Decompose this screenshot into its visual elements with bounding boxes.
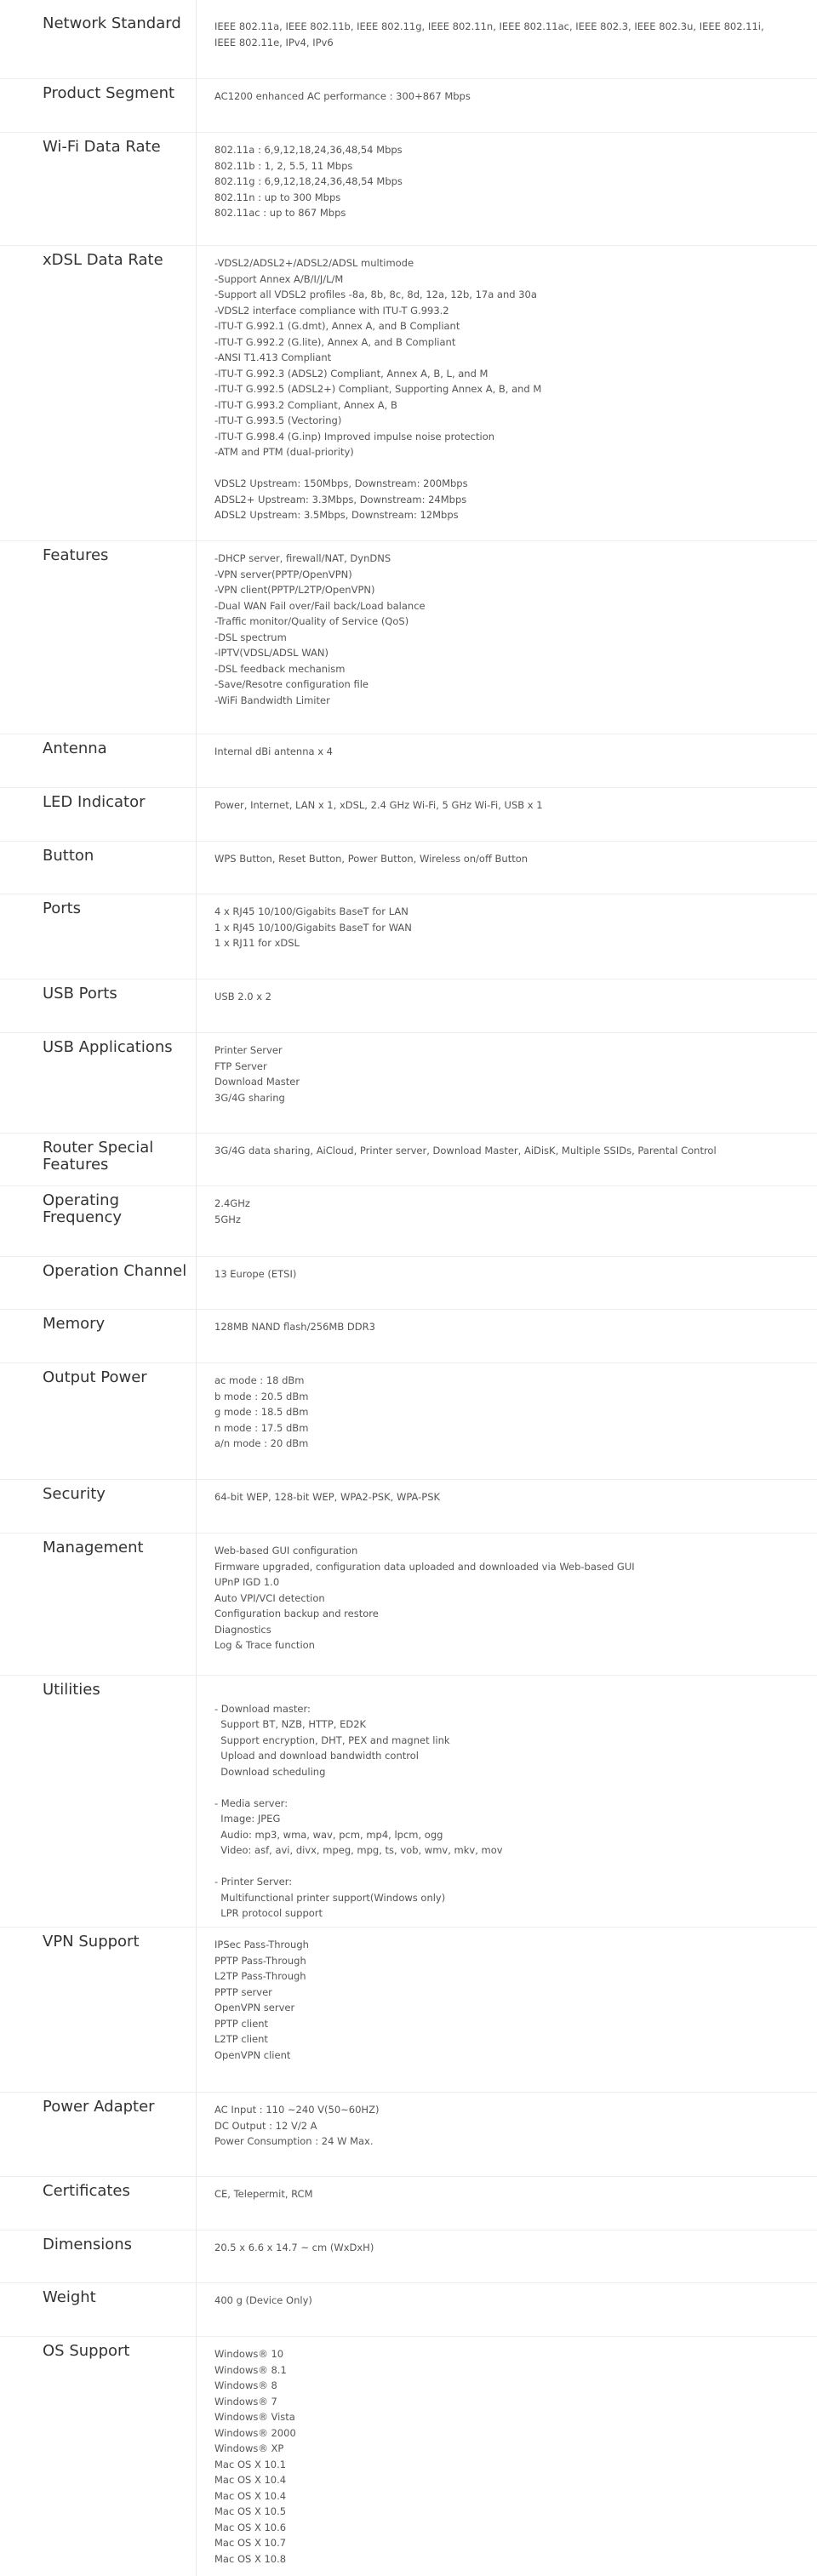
spec-value-line: UPnP IGD 1.0 xyxy=(214,1576,280,1588)
spec-label: Operation Channel xyxy=(43,1262,187,1280)
spec-value-line: -DSL feedback mechanism xyxy=(214,662,346,675)
spec-value-line: PPTP Pass-Through xyxy=(214,1954,306,1967)
spec-value-line: Support BT, NZB, HTTP, ED2K xyxy=(214,1718,367,1730)
spec-value-line: Audio: mp3, wma, wav, pcm, mp4, lpcm, ogg xyxy=(214,1828,443,1841)
spec-value-line: 4 x RJ45 10/100/Gigabits BaseT for LAN xyxy=(214,905,408,917)
spec-value xyxy=(214,797,776,814)
spec-value-line: Windows® 2000 xyxy=(214,2426,296,2439)
spec-value xyxy=(214,255,776,523)
spec-label: USB Ports xyxy=(43,985,117,1002)
spec-value-line: Auto VPI/VCI detection xyxy=(214,1591,325,1604)
spec-value-line: -DSL spectrum xyxy=(214,631,287,643)
spec-label: Memory xyxy=(43,1315,106,1333)
spec-value-line: Diagnostics xyxy=(214,1623,271,1636)
spec-label: Wi-Fi Data Rate xyxy=(43,138,161,156)
spec-value-line: 802.11ac : up to 867 Mbps xyxy=(214,207,346,219)
spec-value-line: IEEE 802.11a, IEEE 802.11b, IEEE 802.11g, IEEE 802.11n, IEEE 802.11ac, IEEE 802.3, IEEE 802.3u, IEEE 802.11i, IEEE 802.11e, IPv4, IPv6 xyxy=(214,20,764,49)
spec-value-line: Image: JPEG xyxy=(214,1813,281,1825)
spec-value-line: 2.4GHz xyxy=(214,1197,250,1209)
spec-value xyxy=(214,851,776,867)
spec-label: Router Special Features xyxy=(43,1139,154,1174)
spec-value-line: 3G/4G data sharing, AiCloud, Printer server, Download Master, AiDisK, Multiple SSIDs, Parental Control xyxy=(214,1145,717,1157)
spec-value-line: Printer Server xyxy=(214,1044,283,1056)
spec-value-line: Windows® Vista xyxy=(214,2411,295,2423)
spec-value xyxy=(214,1543,776,1654)
spec-value-line: Mac OS X 10.5 xyxy=(214,2505,287,2517)
spec-value-line: Windows® 8 xyxy=(214,2379,277,2391)
spec-value-line: PPTP client xyxy=(214,2017,269,2030)
spec-value-line xyxy=(214,1685,776,1701)
spec-value-line: Download scheduling xyxy=(214,1765,326,1778)
spec-value-line: -IPTV(VDSL/ADSL WAN) xyxy=(214,647,329,659)
spec-value xyxy=(214,1042,776,1105)
spec-value-line: -ITU-T G.993.5 (Vectoring) xyxy=(214,414,342,426)
spec-value-line: OpenVPN server xyxy=(214,2002,295,2013)
spec-value-line: FTP Server xyxy=(214,1060,267,1072)
spec-value-line: Mac OS X 10.4 xyxy=(214,2489,287,2502)
spec-label: Network Standard xyxy=(43,14,181,32)
spec-label: LED Indicator xyxy=(43,793,146,811)
spec-value-line: -Support Annex A/B/I/J/L/M xyxy=(214,272,344,285)
spec-value-line: AC1200 enhanced AC performance : 300+867 Mbps xyxy=(214,90,471,102)
spec-value xyxy=(214,2240,776,2256)
spec-value-line: g mode : 18.5 dBm xyxy=(214,1406,309,1418)
spec-value xyxy=(214,1266,776,1282)
spec-value-line: ac mode : 18 dBm xyxy=(214,1374,305,1386)
spec-value-line: Windows® XP xyxy=(214,2442,284,2454)
spec-value-line: -ITU-T G.992.1 (G.dmt), Annex A, and B Compliant xyxy=(214,320,460,332)
spec-label: Operating Frequency xyxy=(43,1191,122,1226)
spec-label: Utilities xyxy=(43,1681,100,1699)
spec-value-line: Log & Trace function xyxy=(214,1639,315,1651)
spec-value-line: 5GHz xyxy=(214,1213,241,1225)
spec-value xyxy=(214,1373,776,1452)
spec-value-line: 128MB NAND flash/256MB DDR3 xyxy=(214,1321,375,1333)
spec-value-line: L2TP client xyxy=(214,2033,268,2045)
spec-value-line xyxy=(214,460,776,477)
spec-value-line: Windows® 10 xyxy=(214,2348,284,2360)
spec-value-line: 802.11a : 6,9,12,18,24,36,48,54 Mbps xyxy=(214,144,403,156)
spec-value-line: AC Input : 110 ~240 V(50~60HZ) xyxy=(214,2104,380,2116)
spec-value-line: -ITU-T G.992.2 (G.lite), Annex A, and B Compliant xyxy=(214,335,456,348)
spec-label: Features xyxy=(43,546,109,564)
spec-value-line: CE, Telepermit, RCM xyxy=(214,2188,313,2200)
spec-value xyxy=(214,142,776,221)
spec-value-line: Video: asf, avi, divx, mpeg, mpg, ts, vob, wmv, mkv, mov xyxy=(214,1844,503,1856)
spec-value-line: Mac OS X 10.8 xyxy=(214,2552,287,2565)
spec-value-line: n mode : 17.5 dBm xyxy=(214,1421,309,1434)
spec-label: Security xyxy=(43,1485,106,1503)
spec-value-line: IPSec Pass-Through xyxy=(214,1939,309,1951)
spec-value-line: Mac OS X 10.1 xyxy=(214,2458,287,2470)
spec-value xyxy=(214,2102,776,2150)
spec-value-line: -Support all VDSL2 profiles -8a, 8b, 8c, 8d, 12a, 12b, 17a and 30a xyxy=(214,288,537,300)
spec-value-line: Configuration backup and restore xyxy=(214,1608,379,1619)
spec-value-line: 802.11g : 6,9,12,18,24,36,48,54 Mbps xyxy=(214,175,403,187)
spec-value xyxy=(214,1489,776,1505)
spec-value xyxy=(214,744,776,760)
spec-value xyxy=(214,989,776,1005)
spec-value-line: -ITU-T G.998.4 (G.inp) Improved impulse noise protection xyxy=(214,430,495,443)
spec-value-line: OpenVPN client xyxy=(214,2048,291,2061)
spec-value-line: Power, Internet, LAN x 1, xDSL, 2.4 GHz Wi-Fi, 5 GHz Wi-Fi, USB x 1 xyxy=(214,799,543,811)
spec-value xyxy=(214,1685,776,1922)
spec-value-line: a/n mode : 20 dBm xyxy=(214,1437,309,1449)
spec-value-line: ADSL2 Upstream: 3.5Mbps, Downstream: 12Mbps xyxy=(214,509,459,521)
spec-label: Output Power xyxy=(43,1368,147,1386)
spec-value-line: LPR protocol support xyxy=(214,1907,323,1919)
spec-label: xDSL Data Rate xyxy=(43,251,163,269)
spec-value-line: 400 g (Device Only) xyxy=(214,2294,312,2306)
spec-value xyxy=(214,19,776,50)
spec-label: Management xyxy=(43,1539,144,1556)
spec-value-line: DC Output : 12 V/2 A xyxy=(214,2119,317,2132)
spec-value-line: -Save/Resotre configuration file xyxy=(214,678,369,690)
spec-value-line: 20.5 x 6.6 x 14.7 ~ cm (WxDxH) xyxy=(214,2242,374,2253)
spec-value-line: USB 2.0 x 2 xyxy=(214,991,271,1002)
spec-value-line: 1 x RJ45 10/100/Gigabits BaseT for WAN xyxy=(214,921,412,934)
spec-value-line: - Download master: xyxy=(214,1702,311,1715)
spec-label: Product Segment xyxy=(43,84,175,102)
spec-value-line: 802.11b : 1, 2, 5.5, 11 Mbps xyxy=(214,159,353,172)
spec-label: Weight xyxy=(43,2288,96,2306)
spec-value-line: Upload and download bandwidth control xyxy=(214,1750,419,1762)
spec-value xyxy=(214,1196,776,1227)
spec-value-line: -VPN client(PPTP/L2TP/OpenVPN) xyxy=(214,584,375,596)
spec-value-line: -ATM and PTM (dual-priority) xyxy=(214,446,354,458)
spec-value-line: Download Master xyxy=(214,1076,300,1088)
spec-value-line: -VDSL2/ADSL2+/ADSL2/ADSL multimode xyxy=(214,257,414,269)
spec-value-line: -ITU-T G.992.3 (ADSL2) Compliant, Annex A, B, L, and M xyxy=(214,367,488,380)
spec-value-line: Web-based GUI configuration xyxy=(214,1545,358,1556)
spec-value xyxy=(214,2293,776,2309)
spec-value-line: Mac OS X 10.4 xyxy=(214,2474,287,2486)
spec-value-line: - Printer Server: xyxy=(214,1876,293,1888)
spec-value-line: Support encryption, DHT, PEX and magnet link xyxy=(214,1734,450,1746)
spec-value xyxy=(214,1937,776,2063)
spec-value-line: 1 x RJ11 for xDSL xyxy=(214,937,300,949)
spec-value xyxy=(214,2186,776,2202)
spec-label: Certificates xyxy=(43,2182,130,2200)
spec-value-line: b mode : 20.5 dBm xyxy=(214,1390,309,1402)
spec-label: OS Support xyxy=(43,2342,130,2360)
spec-label: USB Applications xyxy=(43,1038,173,1056)
spec-value-line: -ITU-T G.992.5 (ADSL2+) Compliant, Supporting Annex A, B, and M xyxy=(214,383,542,395)
spec-value-line: -VDSL2 interface compliance with ITU-T G.993.2 xyxy=(214,304,449,317)
spec-value-line: WPS Button, Reset Button, Power Button, Wireless on/off Button xyxy=(214,853,528,865)
spec-value-line: -DHCP server, firewall/NAT, DynDNS xyxy=(214,552,391,564)
spec-value-line: Mac OS X 10.6 xyxy=(214,2521,287,2533)
spec-value-line xyxy=(214,1859,776,1875)
spec-value-line: Mac OS X 10.7 xyxy=(214,2537,287,2549)
spec-value xyxy=(214,2346,776,2567)
spec-value-line: 802.11n : up to 300 Mbps xyxy=(214,191,341,203)
spec-label: Dimensions xyxy=(43,2236,133,2253)
spec-value-line: Windows® 8.1 xyxy=(214,2363,287,2376)
spec-value-line: -VPN server(PPTP/OpenVPN) xyxy=(214,568,352,580)
spec-value-line: PPTP server xyxy=(214,1985,272,1998)
spec-label: VPN Support xyxy=(43,1933,140,1951)
spec-value-line: -Traffic monitor/Quality of Service (QoS) xyxy=(214,615,409,627)
spec-value-line: L2TP Pass-Through xyxy=(214,1970,306,1982)
spec-value-line: 64-bit WEP, 128-bit WEP, WPA2-PSK, WPA-PSK xyxy=(214,1491,441,1503)
spec-value-line: -WiFi Bandwidth Limiter xyxy=(214,694,330,706)
spec-value-line: VDSL2 Upstream: 150Mbps, Downstream: 200Mbps xyxy=(214,477,468,489)
spec-value-line: 3G/4G sharing xyxy=(214,1091,285,1104)
spec-value-line: 13 Europe (ETSI) xyxy=(214,1268,297,1280)
spec-value xyxy=(214,551,776,708)
spec-label: Button xyxy=(43,847,94,865)
spec-value xyxy=(214,1143,776,1159)
spec-value-line: -ANSI T1.413 Compliant xyxy=(214,351,332,363)
spec-value xyxy=(214,904,776,951)
spec-value xyxy=(214,89,776,105)
spec-label: Power Adapter xyxy=(43,2098,155,2116)
spec-value-line: -Dual WAN Fail over/Fail back/Load balance xyxy=(214,599,426,612)
spec-value-line: -ITU-T G.993.2 Compliant, Annex A, B xyxy=(214,398,397,411)
spec-value-line: Windows® 7 xyxy=(214,2395,277,2408)
spec-value-line: Power Consumption : 24 W Max. xyxy=(214,2135,374,2147)
spec-label: Antenna xyxy=(43,740,107,757)
spec-value-line xyxy=(214,1779,776,1796)
spec-value-line: Internal dBi antenna x 4 xyxy=(214,745,333,757)
spec-value-line: Multifunctional printer support(Windows only) xyxy=(214,1891,446,1904)
spec-value xyxy=(214,1319,776,1335)
spec-label: Ports xyxy=(43,900,82,917)
spec-value-line: Firmware upgraded, configuration data uploaded and downloaded via Web-based GUI xyxy=(214,1560,635,1573)
spec-value-line: ADSL2+ Upstream: 3.3Mbps, Downstream: 24Mbps xyxy=(214,493,467,505)
spec-value-line: - Media server: xyxy=(214,1796,289,1809)
